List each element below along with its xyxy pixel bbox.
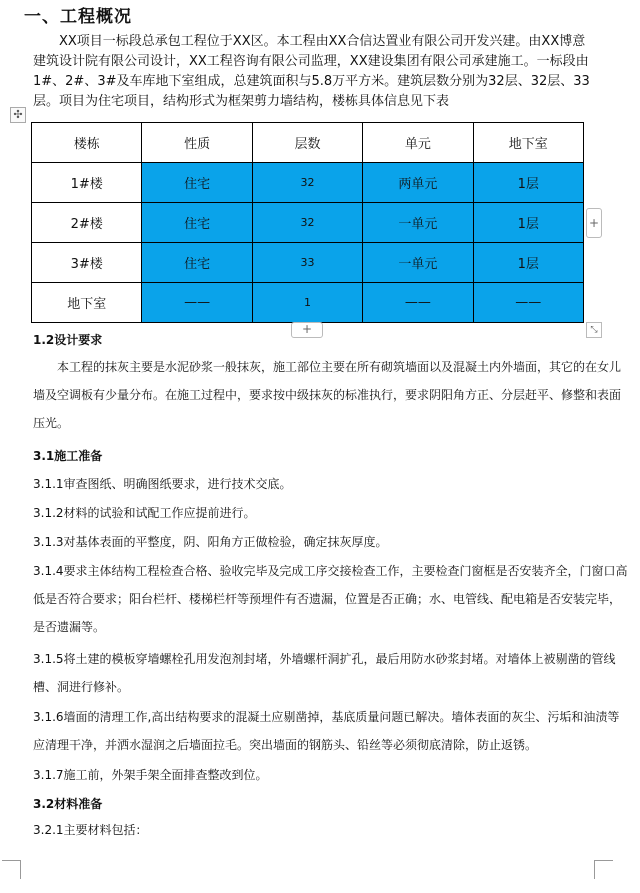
table-move-handle-icon[interactable]: ✣: [10, 107, 26, 123]
table-header-row: [32, 123, 584, 163]
building-info-table: [31, 122, 584, 323]
table-cell[interactable]: 两单元: [363, 163, 473, 203]
table-cell[interactable]: 住宅: [142, 163, 252, 203]
table-cell[interactable]: 1层: [473, 203, 583, 243]
table-cell[interactable]: 33: [252, 243, 362, 283]
intro-paragraph: XX项目一标段总承包工程位于XX区。本工程由XX合信达置业有限公司开发兴建。由XX博意建筑设计院有限公司设计，XX工程咨询有限公司监理，XX建设集团有限公司承建施工。一标段由1#、2#、3#及车库地下室组成，总建筑面积与5.8万平方米。建筑层数分别为32层、32层、33层。项目为住宅项目，结构形式为框架剪力墙结构，楼栋具体信息见下表: [33, 34, 590, 109]
page-corner-mark: [2, 860, 21, 879]
table-cell[interactable]: 32: [252, 163, 362, 203]
header-cell[interactable]: 楼栋: [32, 123, 142, 163]
list-item: 3.1.6墙面的清理工作,高出结构要求的混凝土应剔凿掉，基底质量问题已解决。墙体表面的灰尘、污垢和油渍等应清理干净，并洒水湿润之后墙面拉毛。突出墙面的钢筋头、铅丝等必须彻底清除，防止返锈。: [33, 710, 620, 752]
add-row-button[interactable]: +: [291, 322, 323, 338]
list-item: 3.1.2材料的试验和试配工作应提前进行。: [33, 506, 256, 520]
table-cell[interactable]: 1: [252, 283, 362, 323]
table-cell[interactable]: 一单元: [363, 243, 473, 283]
list-item: 3.1.3对基体表面的平整度，阴、阳角方正做检验，确定抹灰厚度。: [33, 535, 388, 549]
page-corner-mark: [594, 860, 613, 879]
table-row: [32, 283, 584, 323]
table-cell[interactable]: 32: [252, 203, 362, 243]
list-item: 3.1.1审查图纸、明确图纸要求，进行技术交底。: [33, 477, 292, 491]
header-cell[interactable]: 层数: [252, 123, 362, 163]
list-item: 3.1.4要求主体结构工程检查合格、验收完毕及完成工序交接检查工作，主要检查门窗框是否安装齐全，门窗口高低是否符合要求；阳台栏杆、楼梯栏杆等预埋件有否遗漏，位置是否正确；水、电管线、配电箱是否安装完毕，是否遗漏等。: [33, 564, 628, 634]
list-item: 3.1.5将土建的模板穿墙螺栓孔用发泡剂封堵，外墙螺杆洞扩孔，最后用防水砂浆封堵。对墙体上被剔凿的管线槽、洞进行修补。: [33, 652, 616, 694]
section-title-materials: 3.2材料准备: [33, 797, 103, 811]
section-title-design: 1.2设计要求: [33, 333, 103, 347]
list-item: 3.1.7施工前，外架手架全面排查整改到位。: [33, 768, 268, 782]
building-name-cell[interactable]: 地下室: [32, 283, 142, 323]
building-name-cell[interactable]: 2#楼: [32, 203, 142, 243]
section-heading-overview: 一、工程概况: [24, 7, 132, 27]
building-name-cell[interactable]: 3#楼: [32, 243, 142, 283]
table-resize-handle-icon[interactable]: ⤡: [586, 322, 602, 338]
table-row: [32, 163, 584, 203]
table-cell[interactable]: ——: [473, 283, 583, 323]
section-title-preparation: 3.1施工准备: [33, 449, 103, 463]
building-name-cell[interactable]: 1#楼: [32, 163, 142, 203]
table-cell[interactable]: 住宅: [142, 203, 252, 243]
add-column-button[interactable]: +: [586, 208, 602, 238]
design-paragraph: 本工程的抹灰主要是水泥砂浆一般抹灰，施工部位主要在所有砌筑墙面以及混凝土内外墙面，其它的在女儿墙及空调板有少量分布。在施工过程中，要求按中级抹灰的标准执行，要求阴阳角方正、分层赶平、修整和表面压光。: [33, 360, 622, 430]
header-cell[interactable]: 性质: [142, 123, 252, 163]
table-cell[interactable]: ——: [142, 283, 252, 323]
table-cell[interactable]: 住宅: [142, 243, 252, 283]
table-cell[interactable]: 1层: [473, 163, 583, 203]
table-cell[interactable]: 1层: [473, 243, 583, 283]
table-cell[interactable]: ——: [363, 283, 473, 323]
header-cell[interactable]: 单元: [363, 123, 473, 163]
header-cell[interactable]: 地下室: [473, 123, 583, 163]
table-row: [32, 203, 584, 243]
table-row: [32, 243, 584, 283]
list-item: 3.2.1主要材料包括：: [33, 823, 148, 837]
table-cell[interactable]: 一单元: [363, 203, 473, 243]
